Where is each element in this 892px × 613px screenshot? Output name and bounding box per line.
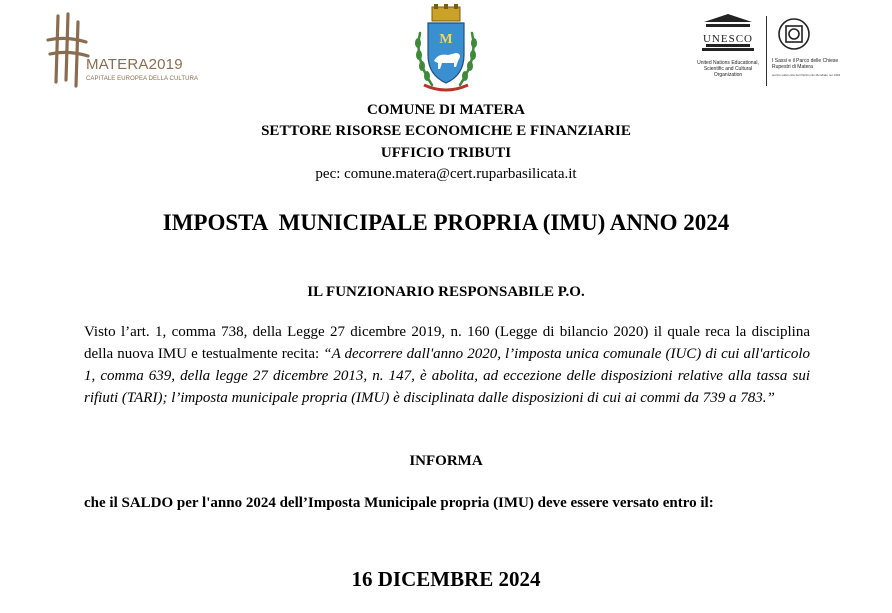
unesco-divider <box>766 16 767 86</box>
body-quote: “A decorrere dall'anno 2020, l’imposta unica comunale (IUC) di cui all'articolo 1, comma 639, della legge 27 dicembre 2013, n. 147, è abolita, ad eccezione delle disposizioni relative alla tassa sui rifiuti (TARI); l’imposta municipale propria (IMU) è disciplinata dalle disposizioni di cui ai commi da 739 a 783.” <box>84 346 810 406</box>
matera-wordmark <box>86 56 183 73</box>
unesco-site-small: iscritto sulla Lista del Patrimonio Mondiale nel 1993 <box>772 73 841 77</box>
unesco-org-text: United Nations Educational, Scientific and Cultural Organization <box>697 60 759 78</box>
matera-subtitle: CAPITALE EUROPEA DELLA CULTURA <box>86 76 199 82</box>
body-intro: Visto l’art. 1, comma 738, della Legge 27 dicembre 2019, n. 160 (Legge di bilancio 2020) il quale reca la disciplina della nuova IMU e testualmente recita: <box>84 324 810 362</box>
informa-heading: INFORMA <box>409 453 483 469</box>
settore-name: SETTORE RISORSE ECONOMICHE E FINANZIARIE <box>261 123 631 139</box>
document-title: IMPOSTA MUNICIPALE PROPRIA (IMU) ANNO 2024 <box>162 210 730 235</box>
comune-crest-emblem <box>410 3 482 93</box>
matera-name: MATERA <box>86 56 149 73</box>
deadline-date: 16 DICEMBRE 2024 <box>351 567 541 591</box>
svg-text:M: M <box>439 32 453 47</box>
matera-year: 2019 <box>148 56 183 73</box>
comune-name: COMUNE DI MATERA <box>366 102 526 118</box>
ufficio-name: UFFICIO TRIBUTI <box>380 145 512 161</box>
funzionario-heading: IL FUNZIONARIO RESPONSABILE P.O. <box>307 284 585 300</box>
saldo-paragraph: che il SALDO per l'anno 2024 dell’Imposta Municipale propria (IMU) deve essere versato entro il: <box>84 495 714 511</box>
pec-address: pec: comune.matera@cert.ruparbasilicata.it <box>315 166 577 182</box>
unesco-site-text: I Sassi e il Parco delle Chiese Rupestri di Matera <box>772 58 839 70</box>
unesco-wordmark: UNESCO <box>702 33 754 45</box>
body-paragraph <box>84 321 810 409</box>
